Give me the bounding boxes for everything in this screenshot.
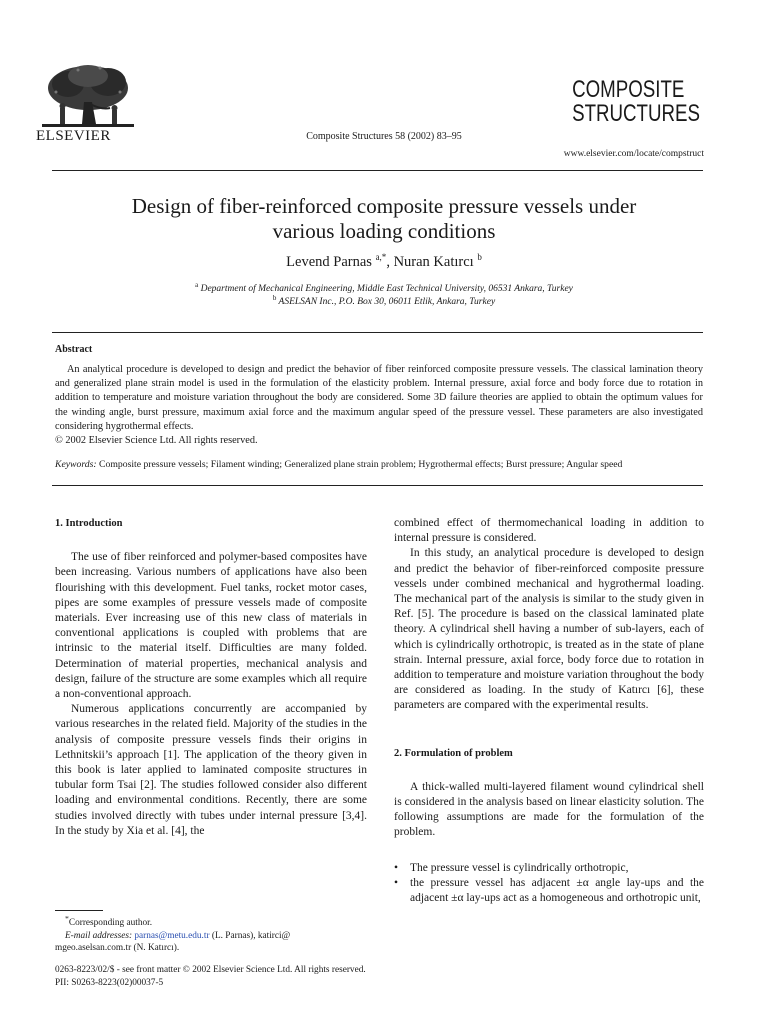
abstract-body bbox=[55, 363, 703, 448]
footnote-mark: * bbox=[65, 914, 69, 923]
abstract-top-divider bbox=[52, 332, 703, 333]
abstract-copyright: © 2002 Elsevier Science Ltd. All rights reserved. bbox=[55, 435, 258, 447]
affiliation-a bbox=[0, 281, 768, 294]
footnote-text: Corresponding author. bbox=[68, 918, 153, 929]
publisher-name: ELSEVIER bbox=[36, 128, 111, 144]
author-list bbox=[0, 252, 768, 271]
abstract-bottom-divider bbox=[52, 485, 703, 486]
footnote bbox=[55, 913, 367, 955]
paper-title-line1: Design of fiber-reinforced composite pressure vessels under bbox=[131, 194, 637, 218]
paragraph: A thick-walled multi-layered filament wound cylindrical shell is considered in the analysis based on linear elasticity solution. The following assumptions are made for the formulation of the problem. bbox=[394, 780, 704, 839]
affiliation-mark: b bbox=[272, 294, 277, 302]
author-name: Nuran Katırcı bbox=[393, 253, 474, 270]
assumption-list bbox=[394, 861, 704, 907]
list-item: • the pressure vessel has adjacent ±α angle lay-ups and the adjacent ±α lay-ups act as a homogeneous and orthotropic unit, bbox=[394, 876, 704, 906]
tree-logo-icon bbox=[38, 62, 138, 128]
email-label: E-mail addresses: bbox=[65, 930, 133, 941]
section-heading: 1. Introduction bbox=[55, 518, 123, 529]
keywords bbox=[55, 459, 715, 470]
author-affiliation-mark: b bbox=[477, 252, 482, 262]
section-spacer bbox=[394, 714, 704, 746]
email-link[interactable]: parnas@metu.edu.tr bbox=[134, 930, 210, 941]
email-owner: (L. Parnas), katirci@ bbox=[209, 930, 291, 941]
footnote-divider bbox=[55, 910, 103, 911]
header-divider bbox=[52, 170, 703, 171]
journal-reference: Composite Structures 58 (2002) 83–95 bbox=[306, 131, 462, 142]
left-column bbox=[55, 516, 367, 839]
footnote-email-cont: mgeo.aselsan.com.tr (N. Katırcı). bbox=[55, 943, 180, 954]
journal-title bbox=[572, 78, 700, 126]
abstract-text: An analytical procedure is developed to design and predict the behavior of fiber reinforced composite pressure vessels. The classical lamination theory and generalized plane strain model is used in the formulation of the elasticity problem. Internal pressure, axial force and body force due to rotation in addition to temperature and moisture variation throughout the body are considered. Some 3D failure theories are applied to obtain the optimum values for the winding angle, burst pressure, maximum axial force and the maximum angular speed of the pressure vessel. These parameters are also investigated considering hygrothermal effects. bbox=[55, 364, 703, 432]
affiliation-mark: a bbox=[195, 281, 199, 289]
list-item: • The pressure vessel is cylindrically orthotropic, bbox=[394, 861, 704, 876]
journal-title-line1: COMPOSITE bbox=[572, 76, 685, 103]
paragraph: The use of fiber reinforced and polymer-based composites have been increasing. Various numbers of applications have also been flourishing with this development. Fuel tanks, rocket motor cases, pipes are some examples of pressure vessels made of composite materials. Ever increasing use of this new class of materials in conventional applications is coupled with problems that are intrinsic to the material itself. Difficulties are many folded. Determination of material properties, mechanical analysis and design, failure of the structure are some examples which all require a non-conventional approach. bbox=[55, 551, 367, 701]
abstract-heading: Abstract bbox=[55, 344, 93, 355]
paragraph: In this study, an analytical procedure is developed to design and predict the behavior of fiber-reinforced composite pressure vessels under combined mechanical and hygrothermal loading. The mechanical part of the analysis is similar to the study given in Ref. [5]. The procedure is based on the classical laminated plate theory. A cylindrical shell having a number of sub-layers, each of which is cylindrically orthotropic, is treated as in the state of plane strain. Internal pressure, axial force, body force due to rotation in addition to temperature and moisture variation throughout the body are considered as loading. In the study of Katırcı [6], these parameters are compared with the experimental results. bbox=[394, 547, 704, 712]
journal-url[interactable]: www.elsevier.com/locate/compstruct bbox=[563, 149, 704, 159]
footnote-corresponding bbox=[55, 913, 367, 930]
paper-title bbox=[0, 194, 768, 244]
journal-title-line2: STRUCTURES bbox=[572, 100, 700, 127]
paragraph: Numerous applications concurrently are accompanied by various researches in the related field. Majority of the studies in the analysis of composite pressure vessels finds their origins in Lethnitskii’s approach [1]. The application of the theory given in this book is later applied to laminated composite structures in tubular form Tsai [2]. The studies followed consider also different loading and environmental conditions. Recently, there are some studies involved directly with tubes under internal pressure [3,4]. In the study by Xia et al. [4], the bbox=[55, 703, 367, 837]
pii-line: PII: S0263-8223(02)00037-5 bbox=[55, 978, 164, 988]
affiliation-text: Department of Mechanical Engineering, Middle East Technical University, 06531 Ankara, Turkey bbox=[200, 284, 573, 295]
front-matter-line: 0263-8223/02/$ - see front matter © 2002 Elsevier Science Ltd. All rights reserved. bbox=[55, 965, 366, 975]
keywords-text: Composite pressure vessels; Filament winding; Generalized plane strain problem; Hygrothermal effects; Burst pressure; Angular speed bbox=[99, 459, 623, 470]
front-matter bbox=[55, 964, 366, 990]
author-affiliation-mark: a,* bbox=[375, 252, 387, 262]
right-column bbox=[394, 516, 704, 906]
affiliation-b bbox=[0, 294, 768, 307]
footnote-emails bbox=[55, 930, 367, 943]
author-name: Levend Parnas bbox=[286, 253, 372, 270]
affiliation-text: ASELSAN Inc., P.O. Box 30, 06011 Etlik, Ankara, Turkey bbox=[278, 297, 496, 308]
keywords-label: Keywords: bbox=[55, 459, 97, 470]
paper-title-line2: various loading conditions bbox=[272, 219, 496, 243]
section-heading: 2. Formulation of problem bbox=[394, 747, 513, 759]
paragraph: combined effect of thermomechanical loading in addition to internal pressure is considered. bbox=[394, 517, 704, 545]
author-separator: , bbox=[386, 253, 394, 270]
